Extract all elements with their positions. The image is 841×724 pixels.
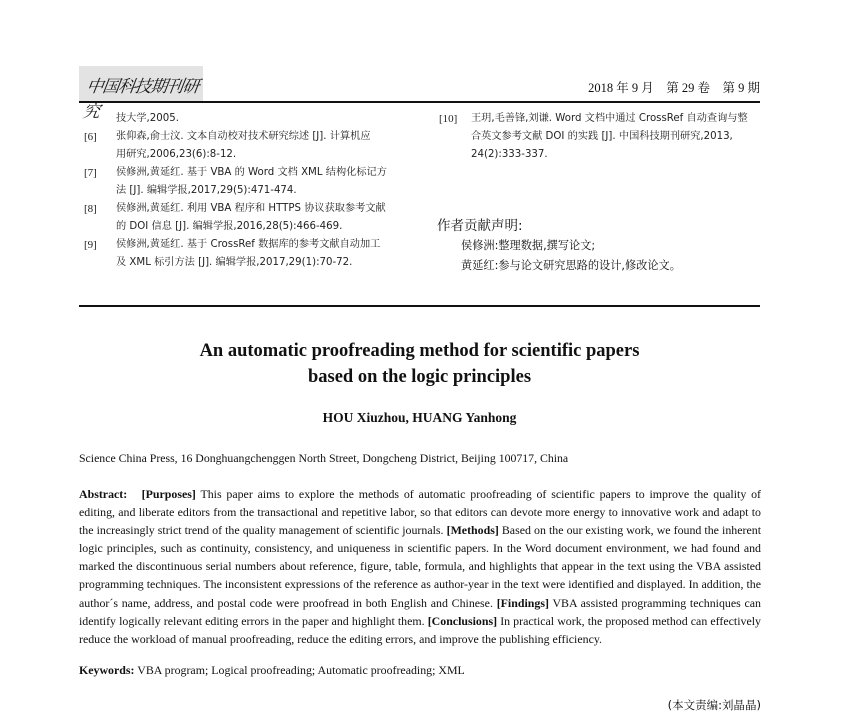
reference-number: [9] — [84, 239, 97, 251]
reference-number: [10] — [439, 113, 458, 125]
reference-item: [10] 王玥,毛善锋,刘谦. Word 文档中通过 CrossRef 自动查询与整 合英文参考文献 DOI 的实践 [J]. 中国科技期刊研究,2013, 24(2):333-337. — [439, 110, 769, 164]
purposes-label: [Purposes] — [141, 487, 196, 501]
article-title: An automatic proofreading method for scientific papers based on the logic principles — [199, 341, 640, 387]
methods-text: Based on the our existing work, we found the inherent logic principles, such as continuity, consistency, and uniqueness in scientific papers. In the Word document environment, we had found and marked the discontinuous serial numbers about reference, figure, table, formula, and highlights that appear in the text using the VBA assisted programming techniques. The inconsistent expressions of the reference as author-year in the text were identified and displayed. In addition, the author´s name, address, and postal code were proofread in both English and Chinese. — [79, 523, 761, 610]
article-authors: HOU Xiuzhou, HUANG Yanhong — [322, 410, 517, 425]
contribution-line: 侯修洲:整理数据,撰写论文; — [461, 239, 596, 252]
reference-number: [8] — [84, 203, 97, 215]
reference-number: [6] — [84, 131, 97, 143]
reference-list-right — [439, 110, 769, 164]
findings-label: [Findings] — [496, 595, 549, 610]
responsible-editor: (本文责编:刘晶晶) — [667, 698, 761, 712]
author-affiliation: Science China Press, 16 Donghuangchenggen North Street, Dongcheng District, Beijing 100717, China — [79, 451, 569, 465]
contribution-line: 黄延红:参与论文研究思路的设计,修改论文。 — [461, 259, 681, 272]
keywords-text: VBA program; Logical proofreading; Automatic proofreading; XML — [137, 663, 465, 677]
findings-text: VBA assisted programming techniques can identify logically relevant editing errors in the paper and highlight them. — [79, 595, 761, 628]
reference-item: [9] 侯修洲,黄延红. 基于 CrossRef 数据库的参考文献自动加工 及 XML 标引方法 [J]. 编辑学报,2017,29(1):70-72. — [84, 236, 424, 272]
author-contribution — [437, 216, 767, 276]
conclusions-label: [Conclusions] — [427, 613, 498, 628]
reference-item: [6] 张仰森,俞士汶. 文本自动校对技术研究综述 [J]. 计算机应 用研究,2006,23(6):8-12. — [84, 128, 424, 164]
abstract-label: Abstract: — [79, 487, 128, 501]
reference-list-left — [84, 110, 424, 272]
section-divider — [79, 305, 760, 307]
purposes-text: This paper aims to explore the methods of automatic proofreading of scientific papers to improve the quality of editing, and liberate editors from the transactional and repetitive labor, so that editors can devote more energy to innovative work and adapt to the increasingly strict trend of the quality management of scientific journals. — [79, 487, 762, 538]
issue-info: 2018 年 9 月 第 29 卷 第 9 期 — [588, 81, 760, 95]
reference-item: [7] 侯修洲,黄延红. 基于 VBA 的 Word 文档 XML 结构化标记方 法 [J]. 编辑学报,2017,29(5):471-474. — [84, 164, 424, 200]
contribution-heading: 作者贡献声明: — [437, 218, 523, 234]
header-rule — [79, 101, 760, 103]
keywords — [79, 663, 761, 678]
journal-logo-text: 中国科技期刊研究 — [81, 77, 200, 122]
conclusions-text: In practical work, the proposed method can effectively reduce the workload of manual proofreading, reduce the editing errors, and improve the publishing efficiency. — [79, 613, 761, 646]
reference-continuation: 技大学,2005. — [116, 113, 179, 124]
reference-item: [8] 侯修洲,黄延红. 利用 VBA 程序和 HTTPS 协议获取参考文献 的 DOI 信息 [J]. 编辑学报,2016,28(5):466-469. — [84, 200, 424, 236]
keywords-label: Keywords: — [79, 663, 135, 677]
methods-label: [Methods] — [446, 523, 499, 538]
abstract — [79, 485, 761, 648]
reference-number: [7] — [84, 167, 97, 179]
